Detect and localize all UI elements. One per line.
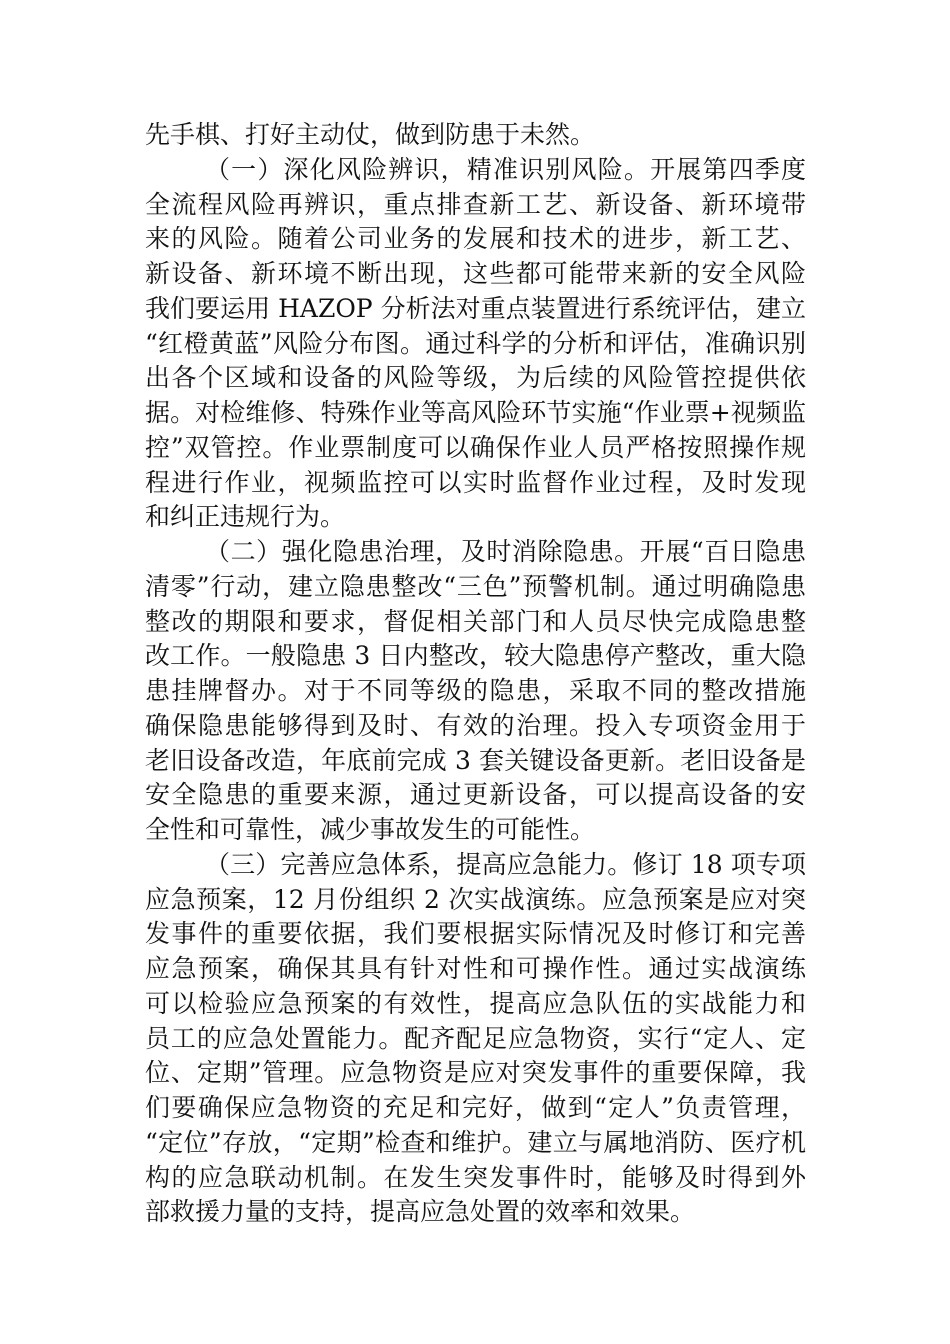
text-line: （三）完善应急体系，提高应急能力。修订 18 项专项: [205, 849, 806, 879]
text-line: 先手棋、打好主动仗，做到防患于未然。: [145, 120, 596, 149]
document-page: [145, 118, 806, 1230]
text-line: 新设备、新环境不断出现，这些都可能带来新的安全风险: [145, 259, 806, 288]
text-line: 整改的期限和要求，督促相关部门和人员尽快完成隐患整: [145, 606, 806, 636]
text-line: 全性和可靠性，减少事故发生的可能性。: [145, 815, 596, 844]
text-line: 发事件的重要依据，我们要根据实际情况及时修订和完善: [145, 919, 806, 949]
text-line: 和纠正违规行为。: [145, 502, 346, 532]
text-line: 构的应急联动机制。在发生突发事件时，能够及时得到外: [145, 1162, 806, 1192]
text-line: 部救援力量的支持，提高应急处置的效率和效果。: [145, 1197, 696, 1227]
text-line: 们要确保应急物资的充足和完好，做到“定人”负责管理，: [145, 1093, 806, 1122]
text-line: 程进行作业，视频监控可以实时监督作业过程，及时发现: [145, 467, 806, 497]
text-line: 出各个区域和设备的风险等级，为后续的风险管控提供依: [145, 363, 806, 393]
text-line: （一）深化风险辨识，精准识别风险。开展第四季度: [205, 154, 806, 184]
text-line: 应急预案，12 月份组织 2 次实战演练。应急预案是应对突: [145, 884, 806, 914]
text-line: 位、定期”管理。应急物资是应对突发事件的重要保障，我: [145, 1058, 806, 1088]
text-line: 全流程风险再辨识，重点排查新工艺、新设备、新环境带: [145, 189, 806, 219]
paragraph: [145, 535, 806, 848]
text-line: 应急预案，确保其具有针对性和可操作性。通过实战演练: [145, 954, 806, 983]
text-line: 改工作。一般隐患 3 日内整改，较大隐患停产整改，重大隐: [145, 641, 806, 671]
text-line: “定位”存放，“定期”检查和维护。建立与属地消防、医疗机: [145, 1127, 806, 1157]
paragraph: [145, 153, 806, 535]
text-line: 我们要运用 HAZOP 分析法对重点装置进行系统评估，建立: [145, 293, 806, 323]
paragraph: [145, 848, 806, 1230]
text-line: （二）强化隐患治理，及时消除隐患。开展“百日隐患: [205, 537, 806, 566]
text-line: “红橙黄蓝”风险分布图。通过科学的分析和评估，准确识别: [145, 328, 806, 358]
text-line: 确保隐患能够得到及时、有效的治理。投入专项资金用于: [145, 710, 806, 740]
text-line: 清零”行动，建立隐患整改“三色”预警机制。通过明确隐患: [145, 571, 806, 601]
paragraph: [145, 118, 806, 153]
text-line: 安全隐患的重要来源，通过更新设备，可以提高设备的安: [145, 780, 806, 810]
text-line: 老旧设备改造，年底前完成 3 套关键设备更新。老旧设备是: [145, 745, 806, 775]
text-line: 可以检验应急预案的有效性，提高应急队伍的实战能力和: [145, 988, 806, 1018]
text-line: 控”双管控。作业票制度可以确保作业人员严格按照操作规: [145, 432, 806, 462]
text-line: 据。对检维修、特殊作业等高风险环节实施“作业票+视频监: [145, 398, 806, 427]
text-line: 来的风险。随着公司业务的发展和技术的进步，新工艺、: [145, 224, 806, 254]
text-line: 员工的应急处置能力。配齐配足应急物资，实行“定人、定: [145, 1023, 806, 1053]
text-line: 患挂牌督办。对于不同等级的隐患，采取不同的整改措施: [145, 676, 806, 705]
